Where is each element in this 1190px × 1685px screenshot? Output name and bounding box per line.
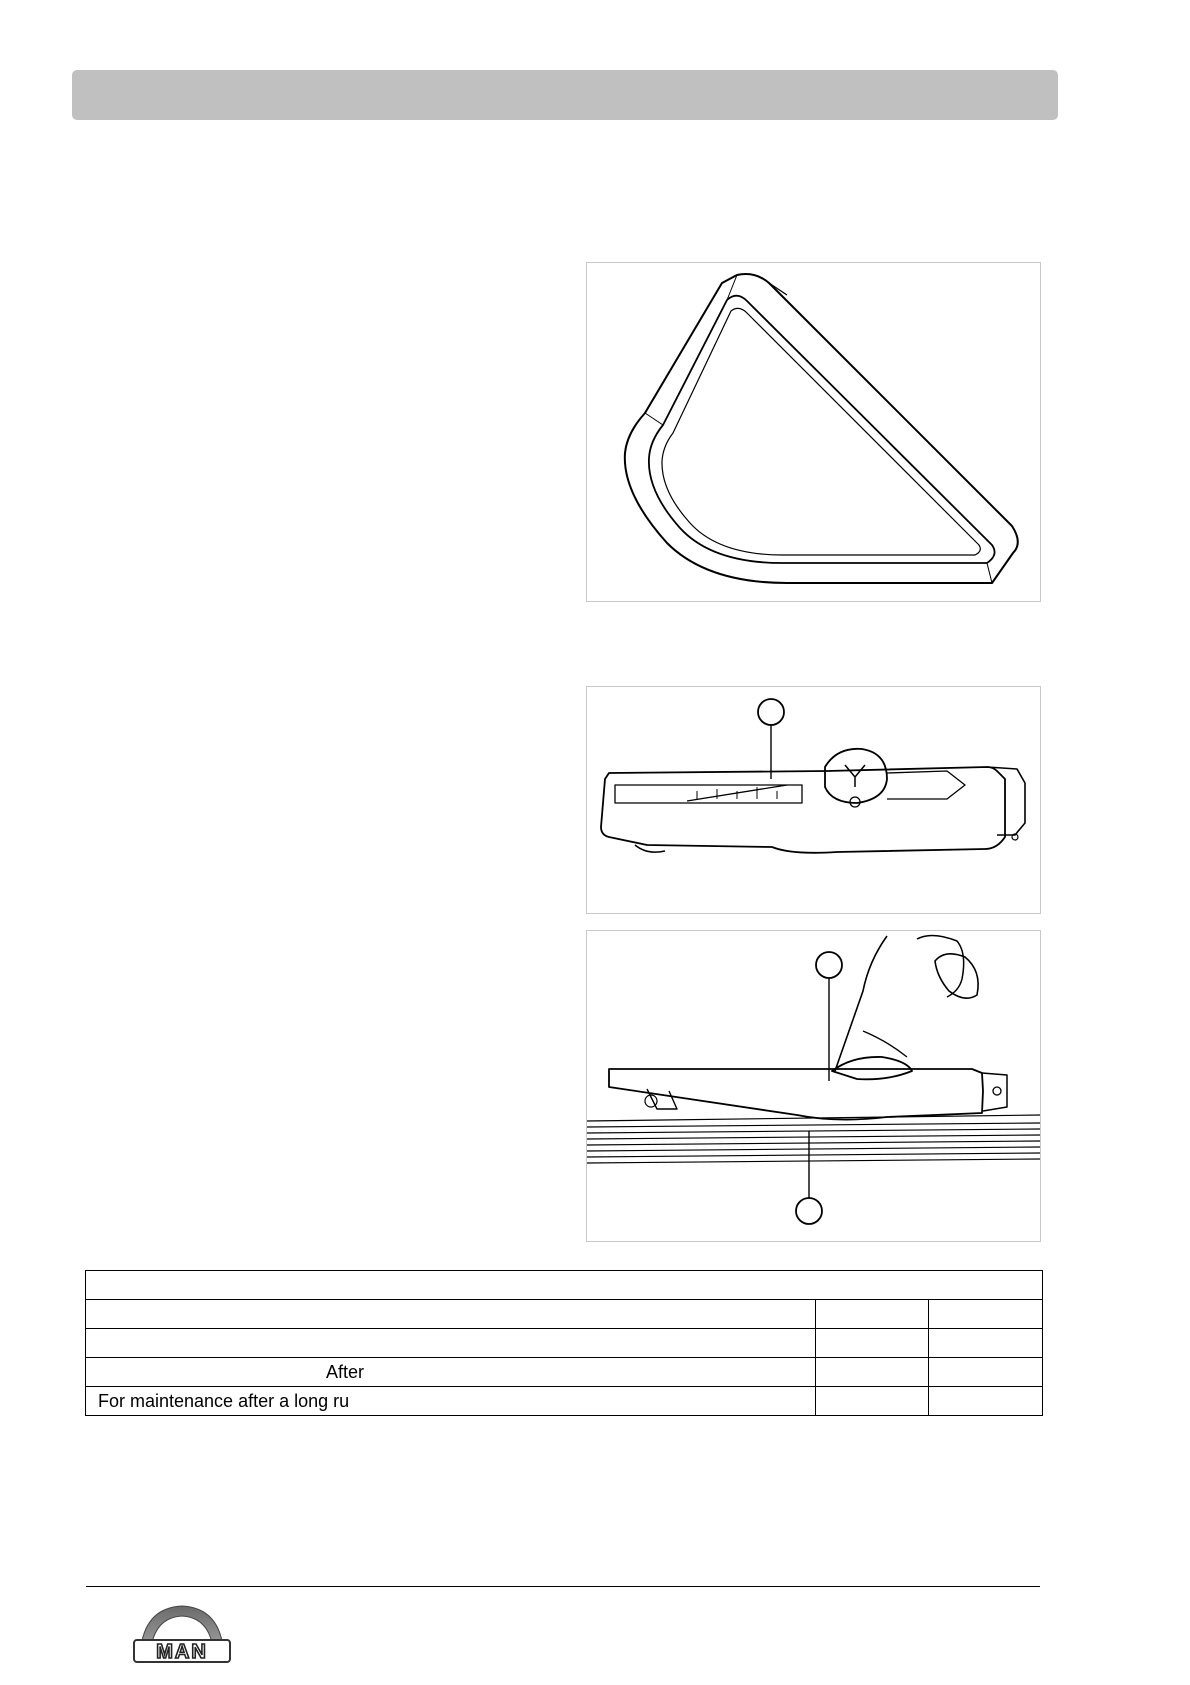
table-title-row [86,1271,1043,1300]
v-belt-drawing [587,263,1040,601]
interval-cell [929,1300,1043,1329]
table-row [86,1387,1043,1416]
task-cell [86,1329,816,1358]
table-row [86,1300,1043,1329]
belt-tension-drawing [587,931,1040,1241]
interval-cell [816,1329,929,1358]
man-logo-icon [130,1592,234,1680]
callout-circle-top [816,952,842,978]
torque-wrench-drawing [587,687,1040,913]
interval-cell [929,1387,1043,1416]
callout-circle-bottom [796,1198,822,1224]
maintenance-table [85,1270,1043,1416]
interval-cell [816,1300,929,1329]
task-cell: After [86,1358,816,1387]
interval-cell [816,1387,929,1416]
interval-cell [929,1329,1043,1358]
table-row [86,1329,1043,1358]
torque-wrench-figure [586,686,1041,914]
interval-cell [929,1358,1043,1387]
interval-cell [816,1358,929,1387]
header-bar [72,70,1058,120]
man-logo [130,1592,234,1680]
belt-tension-figure [586,930,1041,1242]
task-cell [86,1300,816,1329]
v-belt-figure [586,262,1041,602]
table-row [86,1358,1043,1387]
logo-text: MAN [156,1641,208,1663]
table-title [86,1271,1043,1300]
callout-circle-1 [758,699,784,725]
task-cell: For maintenance after a long ru [86,1387,816,1416]
footer-rule [86,1586,1040,1587]
